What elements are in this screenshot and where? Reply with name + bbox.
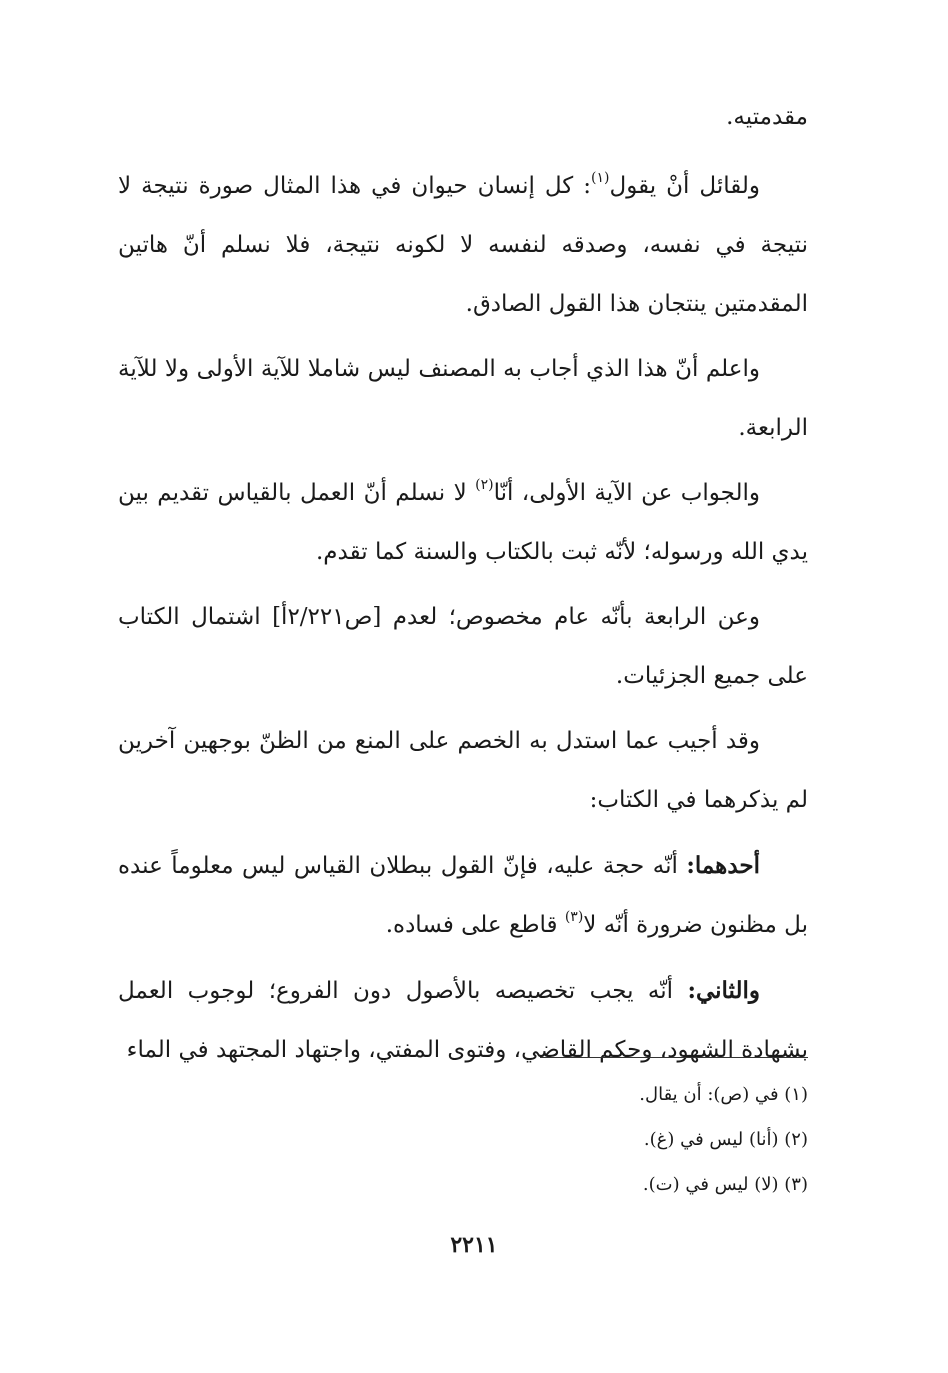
paragraph-6 (118, 836, 808, 955)
paragraph-7-text: أنّه يجب تخصيصه بالأصول دون الفروع؛ لوجوب العمل بشهادة الشهود، وحكم القاضي، وفتوى المفتي، واجتهاد المجتهد في الماء (118, 978, 808, 1063)
footnote-ref-2: (٢) (475, 477, 494, 494)
paragraph-3 (118, 464, 808, 582)
footnote-divider (540, 1057, 808, 1058)
paragraph-7-label: والثاني: (687, 977, 760, 1004)
paragraph-continuation: مقدمتيه. (726, 104, 808, 130)
paragraph-6-text-a: أنّه حجة عليه، فإنّ القول ببطلان القياس ليس معلوماً عنده بل مظنون ضرورة أنّه لا (118, 853, 808, 938)
footnote-ref-3: (٣) (564, 909, 584, 926)
footnote-2: (٢) (أنا) ليس في (غ). (643, 1129, 808, 1150)
paragraph-5: وقد أجيب عما استدل به الخصم على المنع من الظنّ بوجهين آخرين لم يذكرهما في الكتاب: (118, 728, 808, 813)
footnote-1: (١) في (ص): أن يقال. (639, 1084, 808, 1105)
paragraph-6-text-b: قاطع على فساده. (385, 912, 565, 938)
paragraph-4: وعن الرابعة بأنّه عام مخصوص؛ لعدم [ص٢/٢٢١أ] اشتمال الكتاب على جميع الجزئيات. (118, 604, 808, 689)
paragraph-3-text-a: والجواب عن الآية الأولى، أنّا (493, 480, 760, 506)
paragraph-1-text-b: : كل إنسان حيوان في هذا المثال صورة نتيجة لا نتيجة في نفسه، وصدقه لنفسه لا لكونه نتيجة، فلا نسلم أنّ هاتين المقدمتين ينتجان هذا القول الصادق. (118, 173, 808, 317)
paragraph-2: واعلم أنّ هذا الذي أجاب به المصنف ليس شاملا للآية الأولى ولا للآية الرابعة. (118, 356, 808, 441)
paragraph-7 (118, 961, 808, 1080)
paragraph-6-label: أحدهما: (686, 852, 760, 879)
paragraph-1-text-a: ولقائل أنْ يقول (609, 173, 761, 199)
paragraph-1 (118, 157, 808, 334)
page-body (118, 88, 808, 1080)
footnote-3: (٣) (لا) ليس في (ت). (642, 1174, 808, 1195)
page-number: ٢٢١١ (450, 1232, 498, 1258)
footnotes (128, 1072, 808, 1207)
footnote-ref-1: (١) (591, 170, 610, 187)
paragraph-3-text-b: لا نسلم أنّ العمل بالقياس تقديم بين يدي الله ورسوله؛ لأنّه ثبت بالكتاب والسنة كما تقدم. (118, 480, 808, 565)
